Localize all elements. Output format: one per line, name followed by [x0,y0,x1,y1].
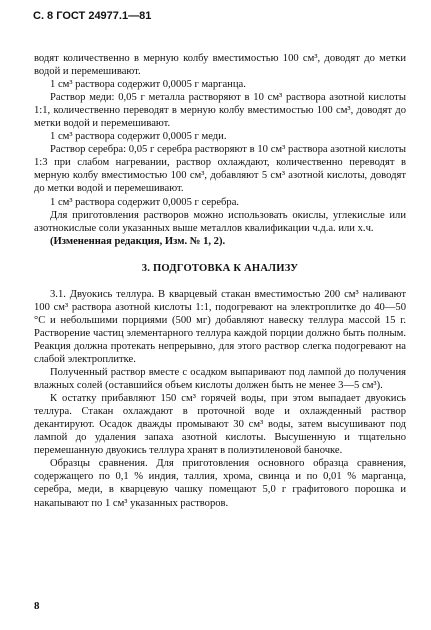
paragraph: Образцы сравнения. Для приготовления основного образца сравнения, содержащего по 0,1 % индия, таллия, хрома, свинца и по 0,01 % марганца, серебра, меди, в кварцевую чашку помещают 5,0 г графитового порошка и накапывают по 1 см³ указанных растворов. [34,458,406,509]
paragraph: 1 см³ раствора содержит 0,0005 г серебра. [50,196,240,208]
body-text [34,52,406,510]
page-number: 8 [34,600,40,612]
paragraph: Раствор меди: 0,05 г металла растворяют в 10 см³ раствора азотной кислоты 1:1, количественно переводят в мерную колбу вместимостью 100 см³, доводят до метки водой и перемешивают. [34,92,406,130]
paragraph: 1 см³ раствора содержит 0,0005 г марганца. [50,79,246,91]
paragraph: (Измененная редакция, Изм. № 1, 2). [50,235,226,247]
paragraph: водят количественно в мерную колбу вместимостью 100 см³, доводят до метки водой и перемешивают. [34,53,406,78]
paragraph: 1 см³ раствора содержит 0,0005 г меди. [50,131,227,143]
paragraph: К остатку прибавляют 150 см³ горячей воды, при этом выпадает двуокись теллура. Стакан охлаждают в проточной воде и охлажденный раствор декантируют. Осадок дважды промывают 30 см³ воды, затем высушивают под лампой до удаления запаха азотной кислоты. Высушенную и тщательно перемешанную двуокись теллура хранят в полиэтиленовой баночке. [34,393,406,457]
paragraph: Для приготовления растворов можно использовать окислы, углекислые или азотнокислые соли указанных выше металлов квалификации ч.д.а. или х.ч. [34,209,406,234]
paragraph: 3.1. Двуокись теллура. В кварцевый стакан вместимостью 200 см³ наливают 100 см³ раствора азотной кислоты 1:1, подогревают на электроплитке до 40—50 °С и небольшими порциями (500 мг) добавляют навеску теллура массой 15 г. Растворение частиц элементарного теллура каждой порции должно быть полным. Реакция должна протекать непрерывно, для этого раствор слегка подогревают на слабой электроплитке. [34,288,406,365]
paragraph: Полученный раствор вместе с осадком выпаривают под лампой до получения влажных солей (оставшийся объем кислоты должен быть не менее 3—5 см³). [34,367,406,392]
section-heading: 3. ПОДГОТОВКА К АНАЛИЗУ [141,262,299,274]
paragraph: Раствор серебра: 0,05 г серебра растворяют в 10 см³ раствора азотной кислоты 1:3 при слабом нагревании, раствор охлаждают, количественно переводят в мерную колбу вместимостью 100 см³, добавляют 5 см³ азотной кислоты, доводят до метки водой и перемешивают. [34,144,406,195]
page-header: С. 8 ГОСТ 24977.1—81 [33,10,152,22]
